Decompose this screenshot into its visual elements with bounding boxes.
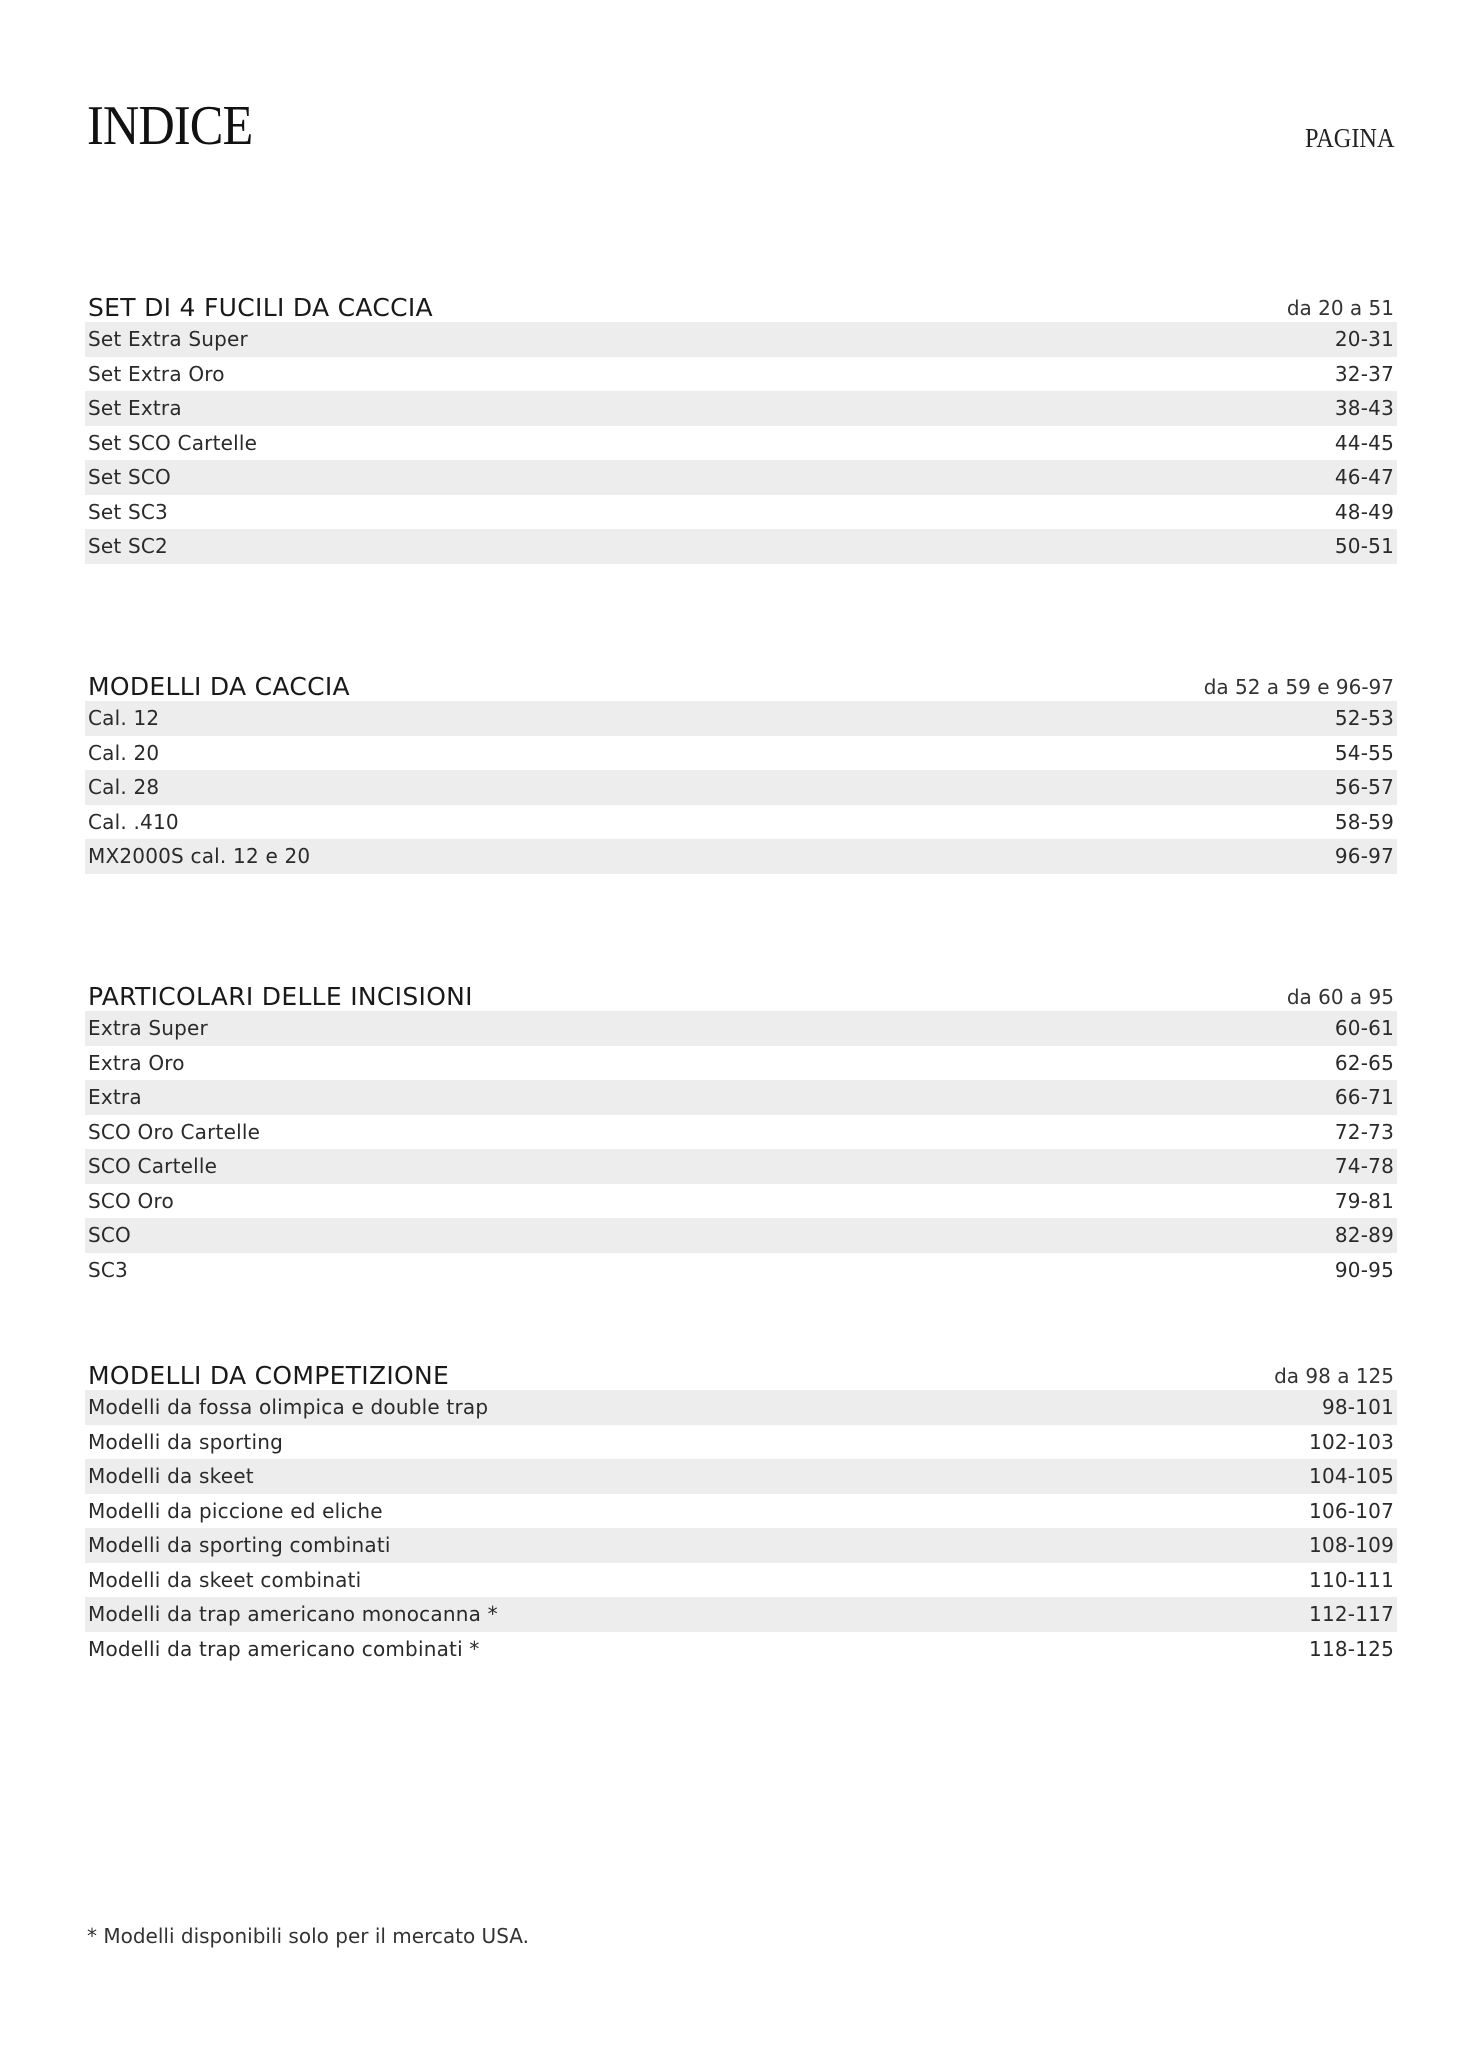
list-item (85, 1115, 1397, 1150)
item-label: Modelli da sporting combinati (88, 1533, 391, 1558)
list-item (85, 805, 1397, 840)
item-label: Set Extra (88, 396, 182, 421)
item-pages: 102-103 (1309, 1429, 1394, 1454)
item-pages: 48-49 (1334, 499, 1394, 524)
item-pages: 98-101 (1321, 1395, 1394, 1420)
item-label: Set SCO (88, 465, 172, 490)
section-header (85, 288, 1397, 322)
item-pages: 66-71 (1334, 1085, 1394, 1110)
section-page-range: da 52 a 59 e 96-97 (1203, 675, 1394, 699)
item-label: Set SC3 (88, 499, 168, 524)
list-item (85, 1253, 1397, 1288)
item-pages: 58-59 (1334, 809, 1394, 834)
item-label: Set Extra Oro (88, 361, 225, 386)
page-column-label: PAGINA (1305, 123, 1395, 153)
item-pages: 46-47 (1334, 465, 1394, 490)
list-item (85, 426, 1397, 461)
item-label: Extra (88, 1085, 142, 1110)
item-pages: 79-81 (1334, 1188, 1394, 1213)
item-pages: 118-125 (1309, 1636, 1394, 1661)
item-label: Extra Super (88, 1016, 208, 1041)
list-item (85, 1425, 1397, 1460)
item-pages: 52-53 (1334, 706, 1394, 731)
item-label: Set Extra Super (88, 327, 248, 352)
list-item (85, 770, 1397, 805)
item-label: Cal. .410 (88, 809, 179, 834)
item-label: Modelli da fossa olimpica e double trap (88, 1395, 489, 1420)
list-item (85, 1597, 1397, 1632)
item-label: SCO Cartelle (88, 1154, 218, 1179)
item-pages: 54-55 (1334, 740, 1394, 765)
item-pages: 38-43 (1334, 396, 1394, 421)
section-modelli-competizione (85, 1356, 1397, 1666)
section-title: PARTICOLARI DELLE INCISIONI (88, 982, 473, 1011)
section-page-range: da 98 a 125 (1274, 1364, 1394, 1388)
list-item (85, 495, 1397, 530)
list-item (85, 460, 1397, 495)
item-pages: 62-65 (1334, 1050, 1394, 1075)
list-item (85, 322, 1397, 357)
section-title: MODELLI DA CACCIA (88, 672, 350, 701)
item-label: MX2000S cal. 12 e 20 (88, 844, 311, 869)
list-item (85, 1184, 1397, 1219)
item-pages: 56-57 (1334, 775, 1394, 800)
list-item (85, 1494, 1397, 1529)
item-pages: 106-107 (1309, 1498, 1394, 1523)
item-pages: 82-89 (1334, 1223, 1394, 1248)
list-item (85, 1149, 1397, 1184)
item-pages: 50-51 (1334, 534, 1394, 559)
section-header (85, 1356, 1397, 1390)
item-label: Modelli da skeet combinati (88, 1567, 362, 1592)
item-pages: 108-109 (1309, 1533, 1394, 1558)
section-modelli-caccia (85, 667, 1397, 874)
item-pages: 104-105 (1309, 1464, 1394, 1489)
item-pages: 112-117 (1309, 1602, 1394, 1627)
section-set-fucili (85, 288, 1397, 564)
item-pages: 44-45 (1334, 430, 1394, 455)
section-page-range: da 60 a 95 (1286, 985, 1394, 1009)
list-item (85, 1528, 1397, 1563)
list-item (85, 1046, 1397, 1081)
list-item (85, 357, 1397, 392)
item-label: SCO Oro (88, 1188, 174, 1213)
list-item (85, 701, 1397, 736)
item-pages: 110-111 (1309, 1567, 1394, 1592)
item-label: Cal. 28 (88, 775, 160, 800)
footnote: * Modelli disponibili solo per il mercato USA. (87, 1924, 529, 1948)
section-particolari-incisioni (85, 977, 1397, 1287)
list-item (85, 736, 1397, 771)
item-label: Modelli da sporting (88, 1429, 283, 1454)
item-label: SCO Oro Cartelle (88, 1119, 261, 1144)
item-label: Modelli da skeet (88, 1464, 254, 1489)
list-item (85, 391, 1397, 426)
item-label: Modelli da trap americano combinati * (88, 1636, 480, 1661)
item-label: SC3 (88, 1257, 128, 1282)
section-title: MODELLI DA COMPETIZIONE (88, 1361, 450, 1390)
item-label: Cal. 12 (88, 706, 160, 731)
list-item (85, 1390, 1397, 1425)
list-item (85, 1011, 1397, 1046)
item-pages: 74-78 (1334, 1154, 1394, 1179)
section-title: SET DI 4 FUCILI DA CACCIA (88, 293, 433, 322)
list-item (85, 1459, 1397, 1494)
item-pages: 60-61 (1334, 1016, 1394, 1041)
item-label: SCO (88, 1223, 132, 1248)
item-label: Cal. 20 (88, 740, 160, 765)
item-label: Extra Oro (88, 1050, 185, 1075)
section-header (85, 667, 1397, 701)
list-item (85, 529, 1397, 564)
list-item (85, 839, 1397, 874)
item-label: Modelli da trap americano monocanna * (88, 1602, 498, 1627)
item-label: Set SCO Cartelle (88, 430, 258, 455)
section-page-range: da 20 a 51 (1286, 296, 1394, 320)
item-pages: 20-31 (1334, 327, 1394, 352)
item-label: Modelli da piccione ed eliche (88, 1498, 383, 1523)
list-item (85, 1218, 1397, 1253)
item-label: Set SC2 (88, 534, 168, 559)
item-pages: 32-37 (1334, 361, 1394, 386)
section-header (85, 977, 1397, 1011)
item-pages: 96-97 (1334, 844, 1394, 869)
item-pages: 90-95 (1334, 1257, 1394, 1282)
list-item (85, 1563, 1397, 1598)
page-title: INDICE (87, 95, 253, 157)
list-item (85, 1080, 1397, 1115)
list-item (85, 1632, 1397, 1667)
item-pages: 72-73 (1334, 1119, 1394, 1144)
